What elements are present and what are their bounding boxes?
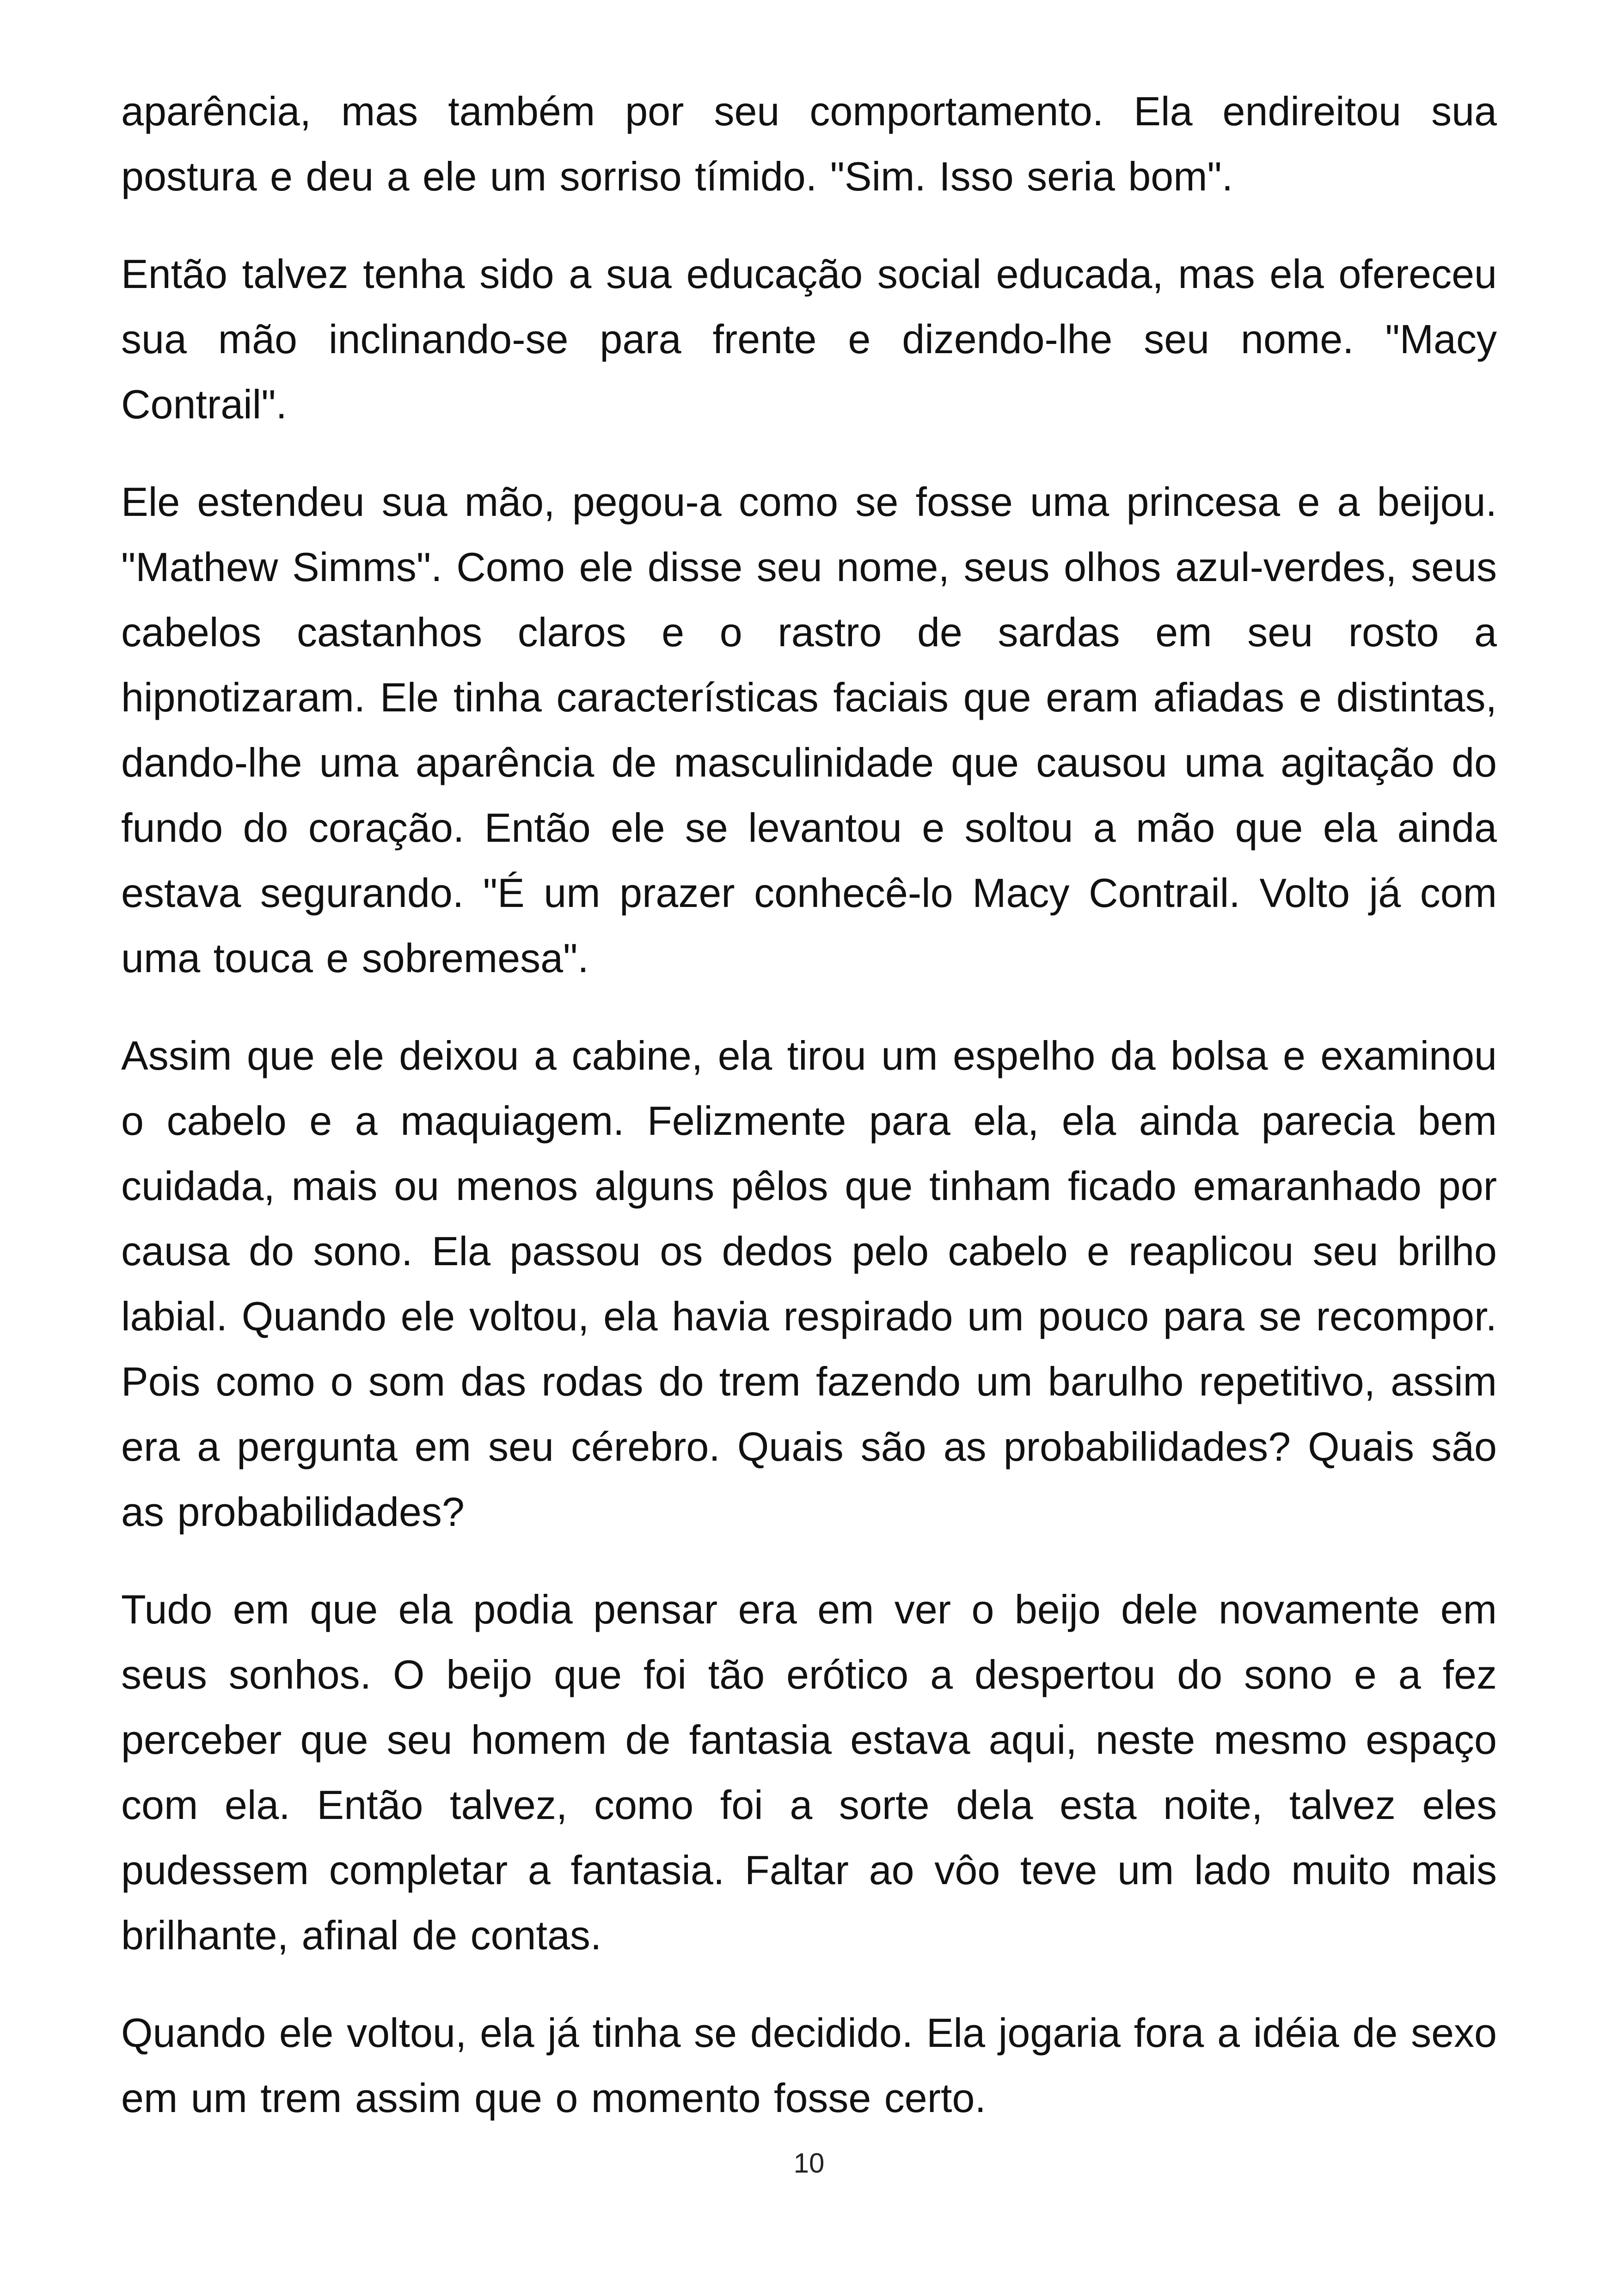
paragraph-5: Tudo em que ela podia pensar era em ver o beijo dele novamente em seus sonhos. O beijo que foi tão erótico a despertou do sono e a fez perceber que seu homem de fantasia estava aqui, neste mesmo espaço com ela. Então talvez, como foi a sorte dela esta noite, talvez eles pudessem completar a fantasia. Faltar ao vôo teve um lado muito mais brilhante, afinal de contas. bbox=[121, 1586, 1497, 1958]
paragraph-1: aparência, mas também por seu comportamento. Ela endireitou sua postura e deu a ele um sorriso tímido. "Sim. Isso seria bom". bbox=[121, 88, 1497, 199]
paragraph-2: Então talvez tenha sido a sua educação social educada, mas ela ofereceu sua mão inclinando-se para frente e dizendo-lhe seu nome. "Macy Contrail". bbox=[121, 251, 1497, 427]
page-number: 10 bbox=[793, 2148, 825, 2179]
paragraph-4: Assim que ele deixou a cabine, ela tirou um espelho da bolsa e examinou o cabelo e a maquiagem. Felizmente para ela, ela ainda parecia bem cuidada, mais ou menos alguns pêlos que tinham ficado emaranhado por causa do sono. Ela passou os dedos pelo cabelo e reaplicou seu brilho labial. Quando ele voltou, ela havia respirado um pouco para se recompor. Pois como o som das rodas do trem fazendo um barulho repetitivo, assim era a pergunta em seu cérebro. Quais são as probabilidades? Quais são as probabilidades? bbox=[121, 1033, 1497, 1535]
paragraph-3: Ele estendeu sua mão, pegou-a como se fosse uma princesa e a beijou. "Mathew Simms". Como ele disse seu nome, seus olhos azul-verdes, seus cabelos castanhos claros e o rastro de sardas em seu rosto a hipnotizaram. Ele tinha características faciais que eram afiadas e distintas, dando-lhe uma aparência de masculinidade que causou uma agitação do fundo do coração. Então ele se levantou e soltou a mão que ela ainda estava segurando. "É um prazer conhecê-lo Macy Contrail. Volto já com uma touca e sobremesa". bbox=[121, 479, 1497, 981]
body-text bbox=[121, 79, 1497, 2163]
paragraph-6: Quando ele voltou, ela já tinha se decidido. Ela jogaria fora a idéia de sexo em um trem assim que o momento fosse certo. bbox=[121, 2010, 1497, 2121]
